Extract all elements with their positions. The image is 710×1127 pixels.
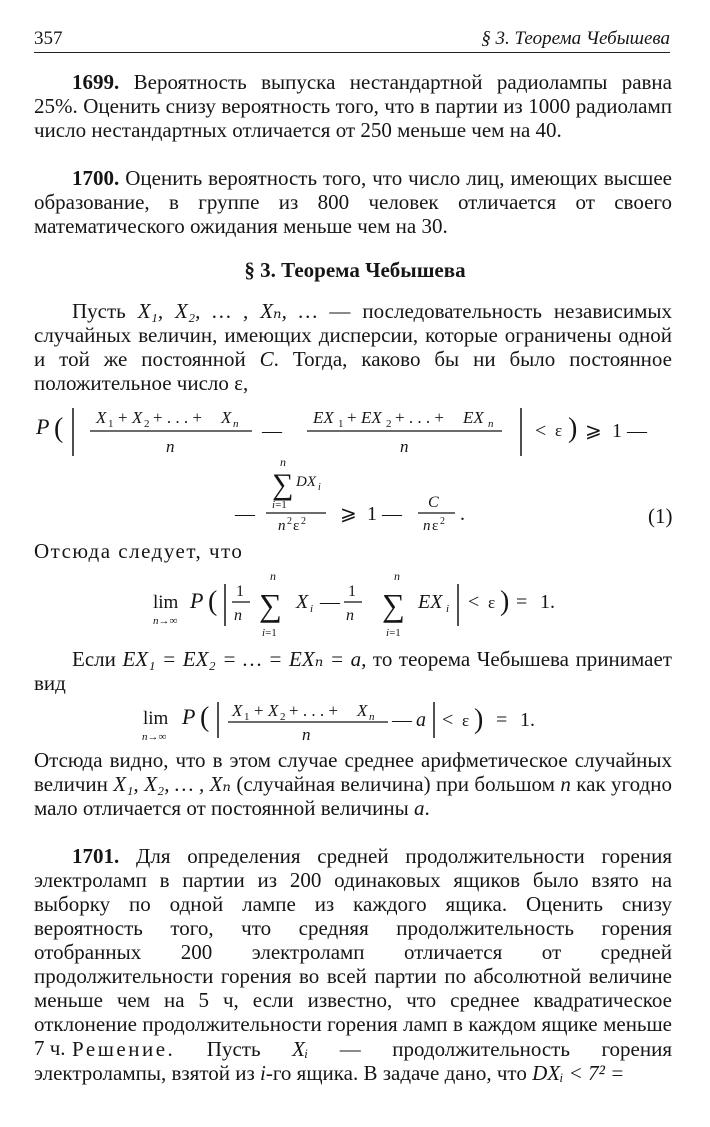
svg-text:C: C bbox=[428, 494, 439, 511]
svg-text:+ . . . +: + . . . + bbox=[289, 701, 338, 720]
svg-text:X: X bbox=[132, 408, 143, 427]
svg-text:1: 1 bbox=[244, 711, 250, 723]
svg-text:(: ( bbox=[54, 413, 64, 444]
svg-text:i: i bbox=[310, 603, 314, 615]
solution-text: -го ящика. В задаче дано, что bbox=[265, 1061, 533, 1085]
svg-text:2: 2 bbox=[287, 516, 292, 527]
svg-text:ε: ε bbox=[555, 421, 563, 440]
svg-text:∑: ∑ bbox=[259, 587, 282, 623]
equation-number: (1) bbox=[648, 504, 673, 528]
svg-text:DX: DX bbox=[296, 474, 316, 490]
svg-text:n: n bbox=[394, 569, 400, 583]
svg-text:=: = bbox=[496, 709, 508, 731]
svg-text:X: X bbox=[96, 408, 107, 427]
svg-text:): ) bbox=[500, 586, 510, 617]
svg-text:P: P bbox=[190, 588, 204, 613]
svg-text:P: P bbox=[182, 704, 196, 729]
problem-number: 1701. bbox=[72, 844, 120, 868]
svg-text:lim: lim bbox=[153, 592, 179, 613]
svg-text:i=1: i=1 bbox=[272, 499, 287, 511]
svg-text:1 —: 1 — bbox=[367, 503, 402, 525]
svg-text:1: 1 bbox=[348, 583, 356, 600]
conclusion-text: Отсюда видно, что в этом случае среднее арифметическое случайных величин bbox=[34, 748, 672, 796]
svg-text:n→∞: n→∞ bbox=[153, 615, 178, 627]
svg-text:—: — bbox=[392, 709, 412, 731]
svg-text:+ . . . +: + . . . + bbox=[153, 408, 202, 427]
svg-text:1 —: 1 — bbox=[612, 420, 647, 442]
svg-text:1: 1 bbox=[236, 583, 244, 600]
variable-i: i bbox=[260, 1061, 266, 1085]
svg-text:n: n bbox=[369, 711, 375, 723]
solution-variable: Xᵢ bbox=[292, 1037, 309, 1061]
svg-text:2: 2 bbox=[301, 516, 306, 527]
svg-text:(: ( bbox=[200, 702, 210, 733]
variable-n: n bbox=[560, 772, 571, 796]
svg-text:): ) bbox=[474, 704, 484, 735]
svg-text:∑: ∑ bbox=[272, 468, 294, 501]
problem-1700 bbox=[34, 166, 672, 238]
svg-text:—: — bbox=[320, 591, 340, 613]
svg-text:2: 2 bbox=[280, 711, 286, 723]
svg-text:<: < bbox=[442, 709, 454, 731]
svg-text:EX: EX bbox=[313, 408, 334, 427]
problem-text: Вероятность выпуска нестандартной радиолампы равна 25%. Оценить снизу вероятность того, что в партии из 1000 радиоламп число нестандартных отличается от 250 меньше чем на 40. bbox=[34, 70, 672, 142]
solution-text: — продолжительность горения электролампы, взятой из bbox=[34, 1037, 672, 1085]
if-text: Если bbox=[72, 647, 123, 671]
svg-text:n: n bbox=[233, 418, 239, 430]
section-title: § 3. Теорема Чебышева bbox=[244, 258, 466, 282]
problem-1699 bbox=[34, 70, 672, 142]
svg-text:i: i bbox=[318, 482, 321, 493]
svg-text:<: < bbox=[468, 591, 480, 613]
intro-text: . Тогда, каково бы ни было постоянное положительное число ε, bbox=[34, 347, 673, 395]
svg-text:n: n bbox=[346, 607, 354, 624]
svg-text:n: n bbox=[400, 437, 409, 456]
svg-text:.: . bbox=[460, 503, 465, 525]
svg-text:X: X bbox=[357, 701, 368, 720]
problem-text: Оценить вероятность того, что число лиц, имеющих высшее образование, в группе из 800 человек отличается от своего математического ожидания меньше чем на 30. bbox=[34, 166, 672, 238]
svg-text:n: n bbox=[488, 418, 494, 430]
svg-text:1: 1 bbox=[108, 418, 114, 430]
if-condition bbox=[34, 647, 672, 695]
svg-text:i: i bbox=[446, 603, 450, 615]
svg-text:1: 1 bbox=[338, 418, 344, 430]
svg-text:ε: ε bbox=[432, 518, 439, 534]
svg-text:n→∞: n→∞ bbox=[142, 731, 167, 743]
svg-text:X: X bbox=[268, 701, 279, 720]
svg-text:X: X bbox=[296, 591, 309, 613]
svg-text:∑: ∑ bbox=[382, 587, 405, 623]
svg-text:EX: EX bbox=[361, 408, 382, 427]
svg-text:=: = bbox=[516, 591, 528, 613]
conclusion-variables: X₁, X₂, … , Xₙ bbox=[113, 772, 231, 796]
svg-text:+ . . . +: + . . . + bbox=[395, 408, 444, 427]
svg-text:1.: 1. bbox=[520, 709, 535, 731]
svg-text:X: X bbox=[232, 701, 243, 720]
problem-number: 1699. bbox=[72, 70, 120, 94]
svg-text:2: 2 bbox=[386, 418, 392, 430]
formula-3 bbox=[0, 696, 710, 744]
formula-2 bbox=[0, 566, 710, 642]
svg-text:ε: ε bbox=[488, 593, 496, 612]
svg-text:+: + bbox=[118, 408, 128, 427]
conclusion-text: (случайная величина) при большом bbox=[230, 772, 561, 796]
svg-text:—: — bbox=[235, 503, 255, 525]
svg-text:): ) bbox=[568, 413, 578, 444]
solution-text: Пусть bbox=[175, 1037, 293, 1061]
svg-text:⩾: ⩾ bbox=[585, 420, 602, 442]
svg-text:+: + bbox=[254, 701, 264, 720]
intro-variables: X₁, X₂, … , Xₙ, … bbox=[137, 299, 318, 323]
if-text: то теорема Чебышева принимает вид bbox=[34, 647, 672, 695]
svg-text:n: n bbox=[234, 607, 242, 624]
svg-text:n: n bbox=[423, 518, 431, 534]
svg-text:P: P bbox=[36, 414, 50, 439]
svg-text:—: — bbox=[262, 420, 282, 442]
page-number: 357 bbox=[34, 28, 63, 49]
problem-text: Для определения средней продолжительности горения электроламп в партии из 200 одинаковых ящиков было взято на выборку по одной лампе из каждого ящика. Оценить снизу вероятность того, что средняя продолжительность горения отобранных 200 электроламп отличается от средней продолжительности горения во всей партии по абсолютной величине меньше чем на 5 ч, если известно, что среднее квадратическое отклонение продолжительности горения ламп в каждом ящике меньше 7 ч. bbox=[34, 844, 673, 1060]
svg-text:+: + bbox=[347, 408, 357, 427]
follows-text: Отсюда следует, что bbox=[34, 539, 244, 563]
svg-text:n: n bbox=[278, 518, 286, 534]
svg-text:EX: EX bbox=[463, 408, 484, 427]
svg-text:1.: 1. bbox=[540, 591, 555, 613]
variance-condition: DXᵢ < 7² = bbox=[532, 1061, 625, 1085]
intro-text: Пусть bbox=[72, 299, 138, 323]
svg-text:n: n bbox=[270, 569, 276, 583]
running-header bbox=[34, 24, 670, 53]
expectation-equality: EX₁ = EX₂ = … = EXₙ = a, bbox=[122, 647, 367, 671]
svg-text:i=1: i=1 bbox=[262, 627, 277, 639]
svg-text:n: n bbox=[166, 437, 175, 456]
svg-text:EX: EX bbox=[418, 591, 443, 613]
conclusion bbox=[34, 748, 672, 820]
svg-text:a: a bbox=[416, 709, 426, 731]
svg-text:<: < bbox=[535, 420, 547, 442]
theorem-intro bbox=[34, 299, 672, 395]
svg-text:ε: ε bbox=[293, 518, 300, 534]
solution-label: Решение. bbox=[72, 1037, 176, 1061]
problem-number: 1700. bbox=[72, 166, 120, 190]
svg-text:ε: ε bbox=[462, 711, 470, 730]
svg-text:⩾: ⩾ bbox=[340, 503, 357, 525]
svg-text:n: n bbox=[302, 725, 311, 744]
conclusion-text: как угодно мало отличается от постоянной величины bbox=[34, 772, 672, 820]
problem-1701 bbox=[34, 844, 672, 1060]
running-title: § 3. Теорема Чебышева bbox=[481, 28, 670, 49]
svg-text:2: 2 bbox=[144, 418, 150, 430]
variable-a: a bbox=[413, 796, 425, 820]
solution bbox=[34, 1037, 672, 1085]
svg-text:n: n bbox=[280, 455, 286, 469]
svg-text:lim: lim bbox=[143, 708, 169, 729]
constant-c: C bbox=[259, 347, 274, 371]
intro-text: — последовательность независимых случайных величин, имеющих дисперсии, которые ограничены одной и той же постоянной bbox=[34, 299, 672, 371]
formula-1 bbox=[0, 396, 710, 536]
conclusion-text: . bbox=[424, 796, 430, 820]
svg-text:i=1: i=1 bbox=[386, 627, 401, 639]
svg-text:X: X bbox=[221, 408, 232, 427]
svg-text:(: ( bbox=[208, 586, 218, 617]
svg-text:2: 2 bbox=[440, 516, 445, 527]
